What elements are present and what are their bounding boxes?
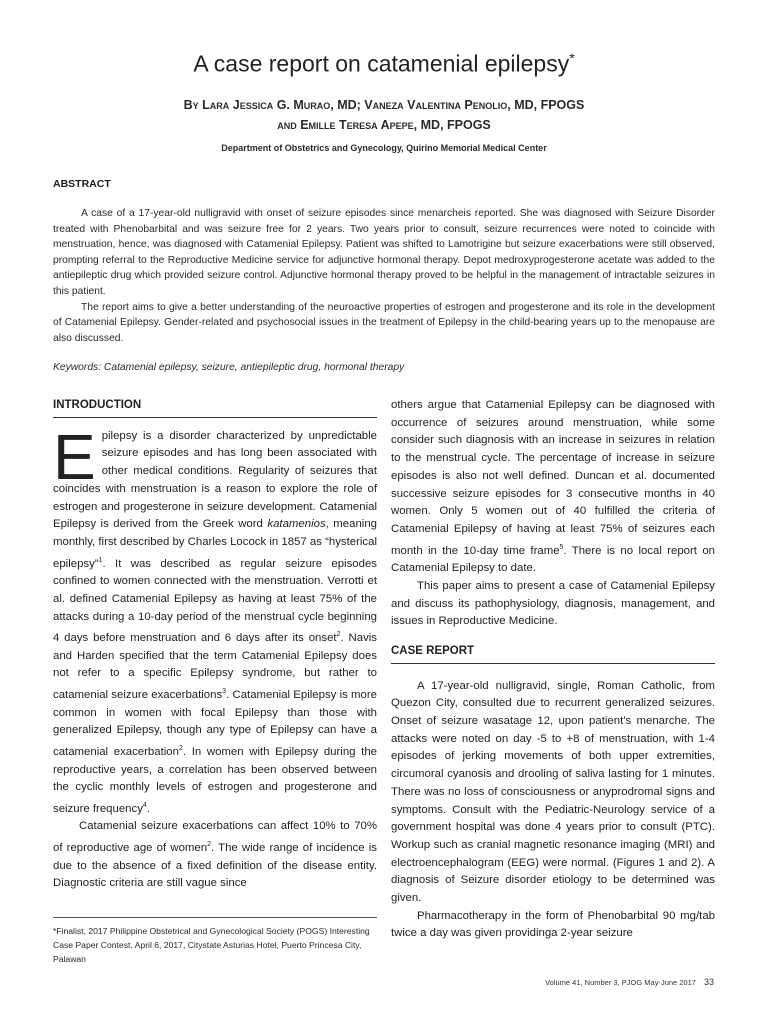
- intro-p2-text-b: . The wide range of incidence is due to the absence of a fixed definition of the disease entity. Diagnostic criteria are still vague since: [53, 841, 377, 890]
- intro-p1-text-f: . In women with Epilepsy during the reproductive years, a correlation has been observed between the cyclic monthly levels of estrogen and progesterone and seizure frequency: [53, 745, 377, 815]
- intro-p2-text-a: Catamenial seizure exacerbations can affect 10% to 70% of reproductive age of women: [53, 820, 377, 854]
- authors-line-2: and Emille Teresa Apepe, MD, FPOGS: [277, 118, 491, 132]
- title-footnote-marker: *: [569, 50, 575, 66]
- left-column: [53, 397, 377, 893]
- introduction-heading: INTRODUCTION: [53, 397, 377, 418]
- intro-paragraph-4: This paper aims to present a case of Catamenial Epilepsy and discuss its pathophysiology, diagnosis, management, and issues in Reproductive Medicine.: [391, 579, 715, 628]
- intro-paragraph-2: [53, 818, 377, 893]
- abstract-paragraph-1: A case of a 17-year-old nulligravid with onset of seizure episodes since menarcheis reported. She was diagnosed with Seizure Disorder treated with Phenobarbital and was seizure free for 2 years. Two years prior to consult, seizure recurrences were noted to coincide with menstruation, hence, was diagnosed with Catamenial Epilepsy. Patient was shifted to Lamotrigine but seizure exacerbations were still observed, prompting referral to the Reproductive Medicine service for adjunctive hormonal therapy. Depot medroxyprogesterone acetate was added to the antiepileptic drug which provided seizure control. Adjunctive hormonal therapy proved to be helpful in the management of intractable seizures in this patient.: [53, 208, 715, 297]
- intro-p3-text-b: . There is no local report on Catamenial Epilepsy to date.: [391, 544, 715, 575]
- intro-p1-text-g: .: [146, 802, 150, 815]
- citation-ref: 2: [207, 841, 211, 849]
- right-column: [391, 397, 715, 943]
- intro-p1-text-c: . It was described as regular seizure episodes confined to women connected with the menstruation. Verrotti et al. defined Catamenial Epilepsy as having at least 75% of the attacks during a 10-day period of the menstrual cycle beginning 4 days before menstruation and 6 days after its onset: [53, 557, 377, 645]
- keywords: Keywords: Catamenial epilepsy, seizure, antiepileptic drug, hormonal therapy: [53, 362, 405, 373]
- intro-p1-text-a: pilepsy is a disorder characterized by unpredictable seizure episodes and has long been associated with other medical conditions. Regularity of seizures that coincides with menstruation is a reason to explore the role of estrogen and progesterone in seizure development. Catamenial Epilepsy is derived from the Greek word: [53, 429, 377, 531]
- citation-ref: 2: [178, 745, 183, 753]
- case-paragraph-2: Pharmacotherapy in the form of Phenobarbital 90 mg/tab twice a day was given providinga 2-year seizure: [391, 909, 715, 940]
- case-report-heading: CASE REPORT: [391, 643, 715, 664]
- citation-ref: 2: [336, 631, 341, 639]
- intro-p1-text-b: , meaning monthly, first described by Charles Locock in 1857 as “hysterical epilepsy”: [53, 518, 377, 570]
- case-paragraph-1: A 17-year-old nulligravid, single, Roman Catholic, from Quezon City, consulted due to recurrent generalized seizures. Onset of seizure wasatage 12, upon patient’s menarche. The attacks were noted on day -5 to +8 of menstruation, with 1-4 episodes of jerking movements of both upper extremities, circumoral cyanosis and drooling of saliva lasting for 1 minutes. There was no loss of consciousness or anyprodromal signs and symptoms. Consult with the Pediatric-Neurology service of a government hospital was done 4 years prior to consult (PTC). Workup such as cranial magnetic resonance imaging (MRI) and electroencephalogram (EEG) were normal. (Figures 1 and 2). A diagnosis of Seizure disorder etiology to be determined was given.: [391, 679, 715, 905]
- page-number: 33: [703, 977, 714, 987]
- drop-cap: E: [53, 420, 96, 493]
- authors-line-1: By Lara Jessica G. Murao, MD; Vaneza Valentina Penolio, MD, FPOGS: [183, 98, 585, 112]
- abstract-paragraph-2: The report aims to give a better understanding of the neuroactive properties of estrogen and progesterone and its role in the development of Catamenial Epilepsy. Gender-related and psychosocial issues in the treatment of Epilepsy in the child-bearing years up to the menopause are also discussed.: [53, 301, 715, 344]
- intro-paragraph-3: [391, 397, 715, 578]
- intro-p3-text-a: others argue that Catamenial Epilepsy can be diagnosed with occurrence of seizures around menstruation, while some consider such diagnosis with an increase in seizures in relation to the menstrual cycle. The percentage of increase in seizure episodes is also not well defined. Duncan et al. documented successive seizure episodes for 3 consecutive months in 40 women. Only 5 women out of 40 fulfilled the criteria of Catamenial Epilepsy of having at least 75% of seizures each month in the 10-day time frame: [391, 399, 715, 557]
- citation-ref: 4: [142, 801, 147, 809]
- abstract-heading: ABSTRACT: [53, 178, 111, 190]
- citation-ref: 5: [559, 543, 564, 551]
- footnote: *Finalist, 2017 Philippine Obstetrical and Gynecological Society (POGS) Interesting Case Paper Contest, April 6, 2017, Citystate Asturias Hotel, Puerto Princesa City, Palawan: [53, 917, 377, 966]
- author-list: [60, 95, 708, 135]
- citation-ref: 3: [222, 688, 227, 696]
- journal-info: Volume 41, Number 3, PJOG May-June 2017: [545, 978, 696, 987]
- greek-word: katamenios: [267, 518, 326, 531]
- intro-p1-text-d: . Navis and Harden specified that the term Catamenial Epilepsy does not refer to a specific Epilepsy syndrome, but rather to catamenial seizure exacerbations: [53, 632, 377, 701]
- intro-p1-text-e: . Catamenial Epilepsy is more common in women with focal Epilepsy than those with generalized Epilepsy, though any type of Epilepsy can have a catamenial exacerbation: [53, 688, 377, 758]
- article-title: [0, 50, 768, 78]
- title-text: A case report on catamenial epilepsy: [193, 50, 570, 77]
- abstract-body: [53, 206, 715, 346]
- page-footer: [545, 977, 714, 987]
- citation-ref: 1: [98, 556, 103, 564]
- intro-paragraph-1: [53, 420, 377, 819]
- affiliation: Department of Obstetrics and Gynecology, Quirino Memorial Medical Center: [221, 143, 547, 153]
